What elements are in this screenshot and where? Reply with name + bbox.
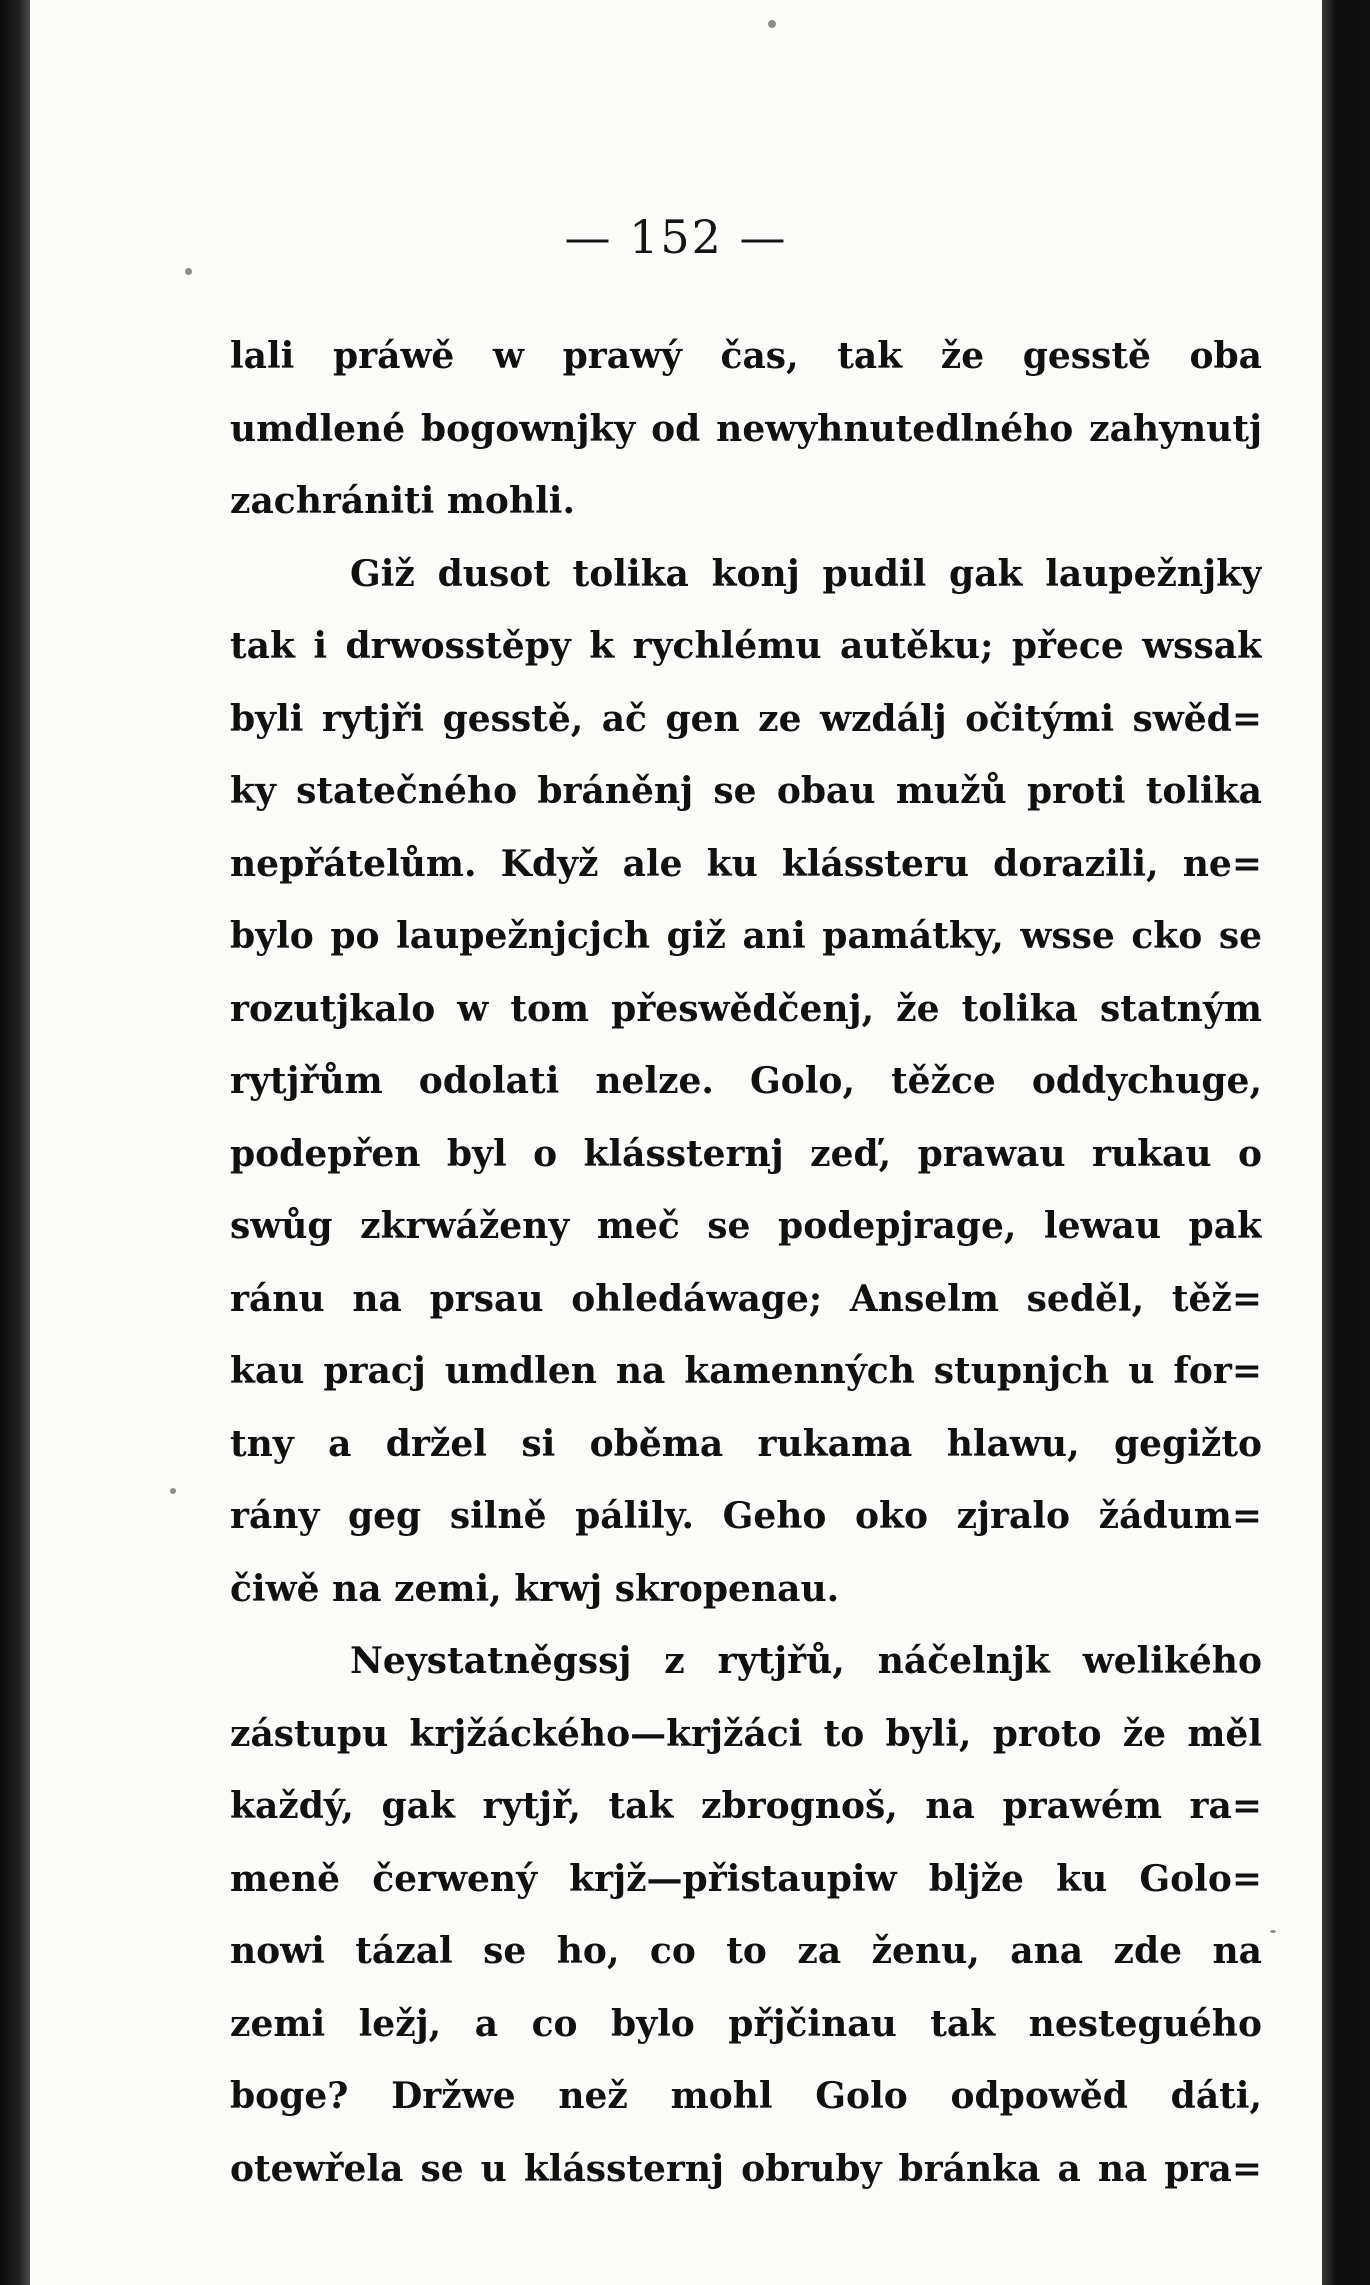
- body-text: [230, 320, 1262, 2205]
- text-line: nowi tázal se ho, co to za ženu, ana zde na: [230, 1930, 1262, 1972]
- scan-speck: [170, 1488, 176, 1494]
- text-line: ky statečného bráněnj se obau mužů proti tolika: [230, 770, 1262, 812]
- text-line: umdlené bogownjky od newyhnutedlného zahynutj: [230, 407, 1262, 450]
- text-line: každý, gak rytjř, tak zbrognoš, na prawém ra=: [230, 1785, 1262, 1827]
- text-line: Giž dusot tolika konj pudil gak laupežnjky: [350, 552, 1262, 595]
- text-line: kau pracj umdlen na kamenných stupnjch u for=: [230, 1350, 1262, 1392]
- scan-speck: [1270, 1930, 1276, 1933]
- text-line: nepřátelům. Když ale ku klássteru dorazili, ne=: [230, 842, 1262, 885]
- scanner-edge-right: [1322, 0, 1370, 2285]
- text-line: boge? Držwe než mohl Golo odpowěd dáti,: [230, 2075, 1262, 2117]
- scan-speck: [768, 20, 776, 28]
- text-line: swůg zkrwáženy meč se podepjrage, lewau pak: [230, 1205, 1262, 1247]
- text-line: zachrániti mohli.: [230, 480, 576, 522]
- text-line: čiwě na zemi, krwj skropenau.: [230, 1567, 840, 1610]
- page-number: — 152 —: [564, 210, 788, 264]
- text-line: meně čerwený krjž—přistaupiw bljže ku Golo=: [230, 1857, 1262, 1900]
- text-line: podepřen byl o klássternj zeď, prawau rukau o: [230, 1132, 1262, 1175]
- text-line: tny a držel si oběma rukama hlawu, gegižto: [230, 1422, 1262, 1465]
- text-line: rozutjkalo w tom přeswědčenj, že tolika statným: [230, 987, 1262, 1030]
- text-line: byli rytjři gesstě, ač gen ze wzdálj očitými swěd=: [230, 697, 1262, 740]
- text-line: zemi ležj, a co bylo přjčinau tak nesteguého: [230, 2002, 1262, 2045]
- text-line: Neystatněgssj z rytjřů, náčelnjk welikého: [350, 1640, 1262, 1682]
- scan-speck: [185, 268, 192, 275]
- text-line: zástupu krjžáckého—krjžáci to byli, proto že měl: [230, 1712, 1262, 1755]
- text-line: otewřela se u klássternj obruby bránka a na pra=: [230, 2147, 1262, 2190]
- scanner-edge-left: [0, 0, 30, 2285]
- text-line: tak i drwosstěpy k rychlému autěku; přece wssak: [230, 625, 1262, 667]
- text-line: lali práwě w prawý čas, tak že gesstě oba: [230, 335, 1262, 377]
- text-line: bylo po laupežnjcjch giž ani památky, wsse cko se: [230, 915, 1262, 957]
- book-page: [30, 0, 1322, 2285]
- text-line: ránu na prsau ohledáwage; Anselm seděl, těž=: [230, 1277, 1262, 1320]
- text-line: rány geg silně pálily. Geho oko zjralo žádum=: [230, 1495, 1262, 1537]
- text-line: rytjřům odolati nelze. Golo, těžce oddychuge,: [230, 1060, 1262, 1102]
